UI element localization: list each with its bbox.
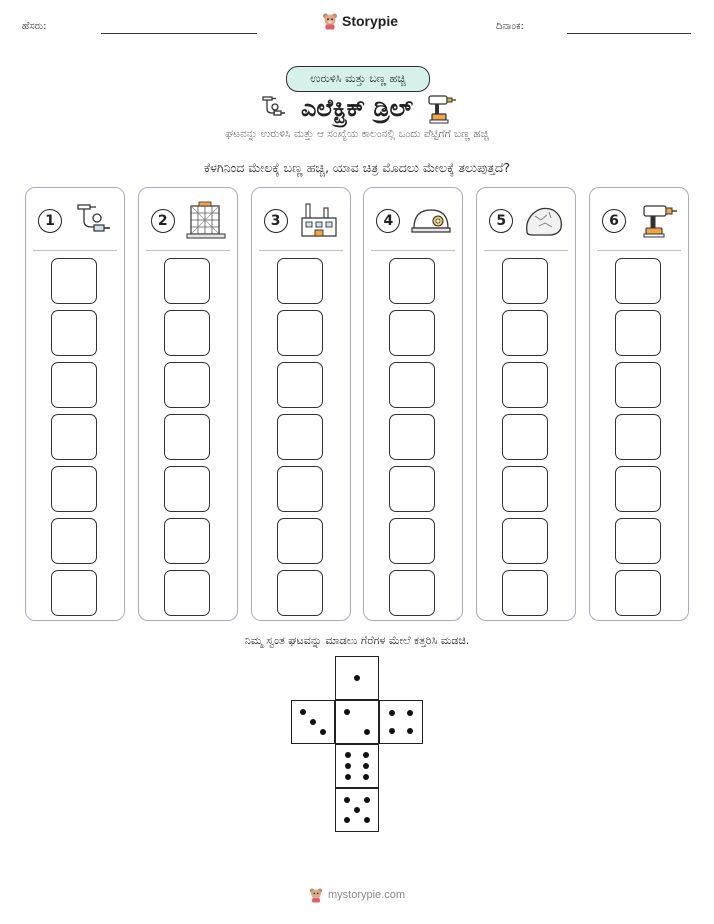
rock-icon — [523, 200, 565, 240]
cut-fold-instruction: ನಿಮ್ಮ ಸ್ವಂತ ಘಟವನ್ನು ಮಾಡಲು ಗೆರೆಗಳ ಮೇಲೆ ಕತ್ತರಿಸಿ ಮಡಚಿ. — [244, 634, 470, 647]
color-box[interactable] — [164, 362, 210, 408]
die-pip — [407, 710, 413, 716]
column-divider — [259, 250, 343, 251]
color-box[interactable] — [615, 466, 661, 512]
die-pip — [320, 729, 326, 735]
electric-drill-icon — [427, 91, 457, 125]
color-box[interactable] — [389, 518, 435, 564]
die-pip — [344, 709, 350, 715]
die-pip — [344, 817, 350, 823]
color-box[interactable] — [51, 362, 97, 408]
column-number: 3 — [264, 209, 288, 233]
die-pip — [345, 752, 351, 758]
color-box[interactable] — [615, 310, 661, 356]
die-face-6 — [335, 744, 379, 788]
subtitle: ಘಟವನ್ನು ಉರುಳಿಸಿ ಮತ್ತು ಆ ಸಂಖ್ಯೆಯ ಕಾಲಂನಲ್ಲಿ ಒಂದು ಪೆಟ್ಟಿಗೆಗೆ ಬಣ್ಣ ಹಚ್ಚಿ — [225, 128, 489, 140]
die-face-1 — [335, 656, 379, 700]
color-box[interactable] — [502, 362, 548, 408]
color-box[interactable] — [502, 518, 548, 564]
column-divider — [484, 250, 568, 251]
color-box[interactable] — [502, 258, 548, 304]
hand-drill-icon — [72, 200, 114, 240]
color-box[interactable] — [389, 466, 435, 512]
construction-building-icon — [185, 200, 227, 240]
color-box[interactable] — [389, 258, 435, 304]
color-box[interactable] — [164, 258, 210, 304]
column-3 — [251, 187, 351, 621]
date-line[interactable] — [567, 33, 691, 34]
color-box[interactable] — [502, 466, 548, 512]
die-pip — [345, 774, 351, 780]
die-face-4 — [379, 700, 423, 744]
die-pip — [363, 752, 369, 758]
factory-icon — [298, 200, 340, 240]
column-number: 4 — [376, 209, 400, 233]
color-box[interactable] — [164, 310, 210, 356]
name-label: ಹೆಸರು: — [22, 21, 47, 32]
color-box[interactable] — [277, 518, 323, 564]
page-title: ಎಲೆಕ್ಟ್ರಿಕ್ ಡ್ರಿಲ್ — [300, 94, 414, 122]
color-box[interactable] — [164, 570, 210, 616]
date-label: ದಿನಾಂಕ: — [496, 21, 524, 32]
die-pip — [300, 709, 306, 715]
color-box[interactable] — [389, 414, 435, 460]
die-face-5 — [335, 788, 379, 832]
name-line[interactable] — [101, 33, 257, 34]
brand-name: Storypie — [342, 13, 399, 29]
column-divider — [33, 250, 117, 251]
color-box[interactable] — [615, 570, 661, 616]
die-pip — [407, 728, 413, 734]
color-box[interactable] — [51, 310, 97, 356]
color-box[interactable] — [277, 414, 323, 460]
bear-mascot-icon — [309, 887, 323, 903]
electric-drill-icon — [636, 200, 678, 240]
color-box[interactable] — [615, 362, 661, 408]
color-box[interactable] — [164, 414, 210, 460]
die-pip — [389, 728, 395, 734]
color-box[interactable] — [164, 518, 210, 564]
color-box[interactable] — [615, 518, 661, 564]
column-divider — [146, 250, 230, 251]
activity-badge: ಉರುಳಿಸಿ ಮತ್ತು ಬಣ್ಣ ಹಚ್ಚಿ — [286, 66, 430, 92]
color-box[interactable] — [615, 414, 661, 460]
question: ಕೆಳಗಿನಿಂದ ಮೇಲಕ್ಕೆ ಬಣ್ಣ ಹಚ್ಚಿ, ಯಾವ ಚಿತ್ರ ಮೊದಲು ಮೇಲಕ್ಕೆ ತಲುಪುತ್ತದೆ? — [203, 160, 511, 175]
die-pip — [354, 807, 360, 813]
color-box[interactable] — [502, 310, 548, 356]
die-pip — [389, 710, 395, 716]
color-box[interactable] — [51, 466, 97, 512]
column-number: 1 — [38, 209, 62, 233]
color-box[interactable] — [389, 570, 435, 616]
die-pip — [345, 763, 351, 769]
color-box[interactable] — [51, 414, 97, 460]
column-divider — [371, 250, 455, 251]
brand-logo — [322, 12, 398, 30]
die-pip — [363, 763, 369, 769]
die-face-2 — [335, 700, 379, 744]
color-box[interactable] — [277, 310, 323, 356]
column-5 — [476, 187, 576, 621]
hand-drill-icon — [257, 93, 287, 123]
column-1 — [25, 187, 125, 621]
die-face-3 — [291, 700, 335, 744]
color-box[interactable] — [277, 258, 323, 304]
die-pip — [364, 729, 370, 735]
color-box[interactable] — [389, 362, 435, 408]
die-pip — [354, 675, 360, 681]
die-pip — [344, 797, 350, 803]
title-row — [0, 90, 714, 126]
footer-url[interactable]: mystorypie.com — [327, 889, 406, 901]
die-pip — [364, 797, 370, 803]
column-number: 2 — [151, 209, 175, 233]
column-4 — [363, 187, 463, 621]
bear-mascot-icon — [322, 12, 338, 30]
column-2 — [138, 187, 238, 621]
color-box[interactable] — [502, 414, 548, 460]
color-box[interactable] — [502, 570, 548, 616]
color-box[interactable] — [164, 466, 210, 512]
columns-grid — [25, 187, 689, 623]
die-pip — [310, 719, 316, 725]
column-number: 6 — [602, 209, 626, 233]
color-box[interactable] — [51, 570, 97, 616]
die-pip — [363, 774, 369, 780]
color-box[interactable] — [277, 570, 323, 616]
color-box[interactable] — [277, 466, 323, 512]
column-number: 5 — [489, 209, 513, 233]
hard-hat-icon — [410, 200, 452, 240]
color-box[interactable] — [615, 258, 661, 304]
column-divider — [597, 250, 681, 251]
color-box[interactable] — [51, 258, 97, 304]
color-box[interactable] — [389, 310, 435, 356]
footer — [0, 887, 714, 903]
color-box[interactable] — [277, 362, 323, 408]
color-box[interactable] — [51, 518, 97, 564]
column-6 — [589, 187, 689, 621]
die-pip — [364, 817, 370, 823]
